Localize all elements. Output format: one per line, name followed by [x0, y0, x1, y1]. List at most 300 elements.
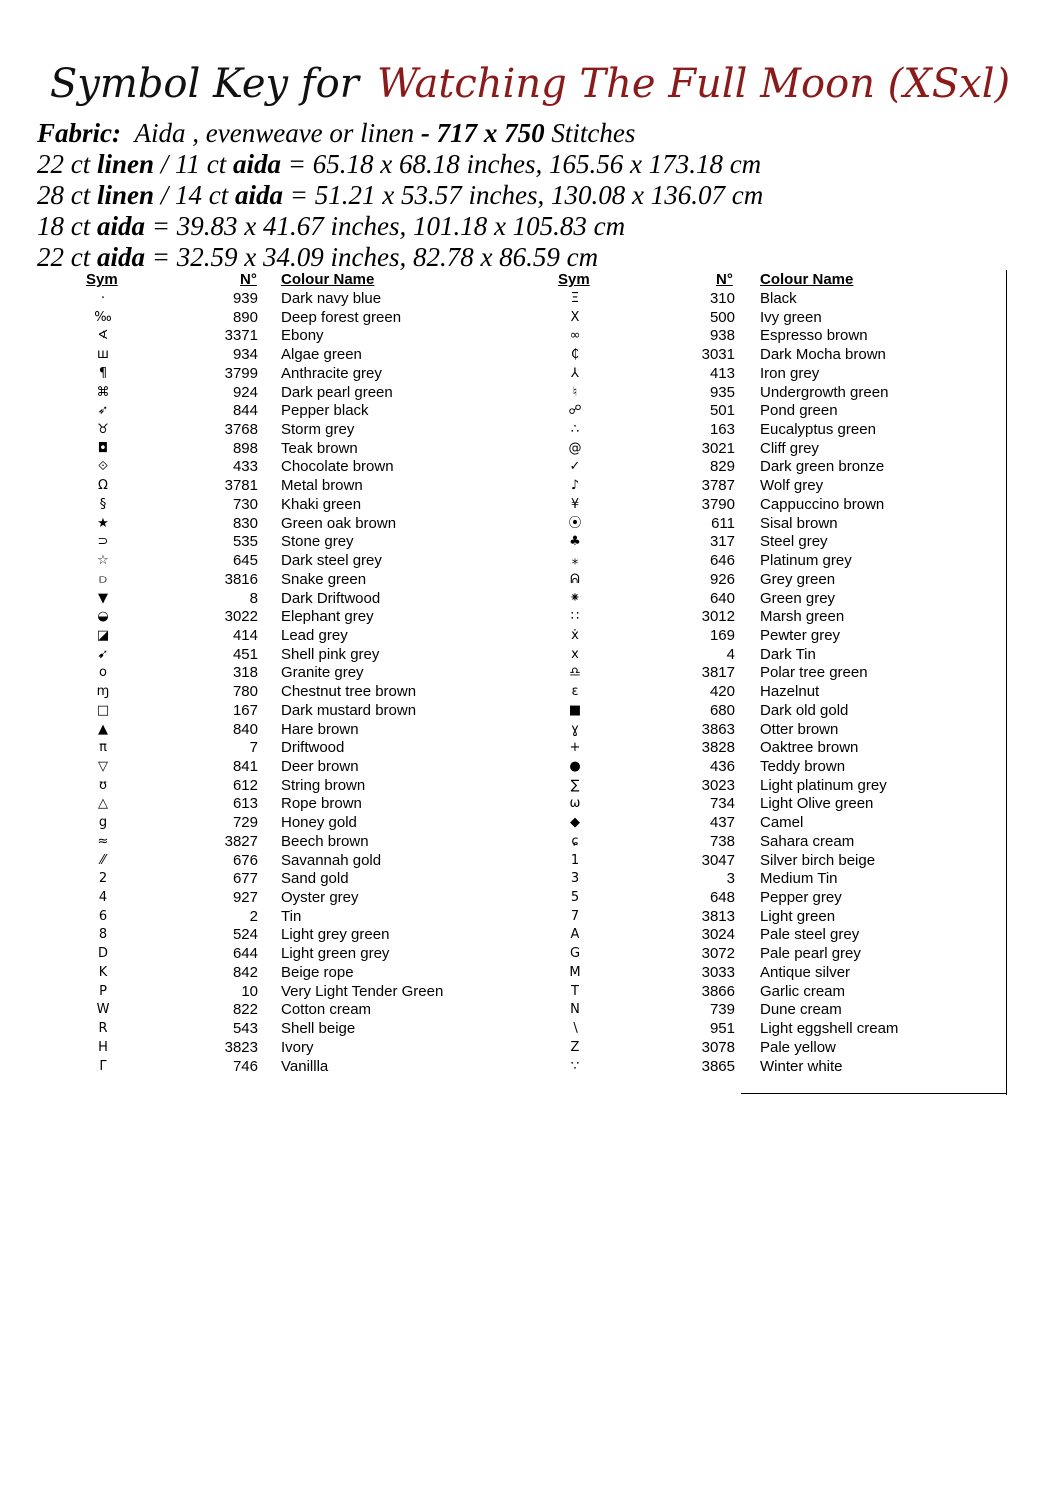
- symbol-cell: ⁄⁄: [100, 852, 106, 868]
- symbol-cell: ◘: [97, 440, 109, 456]
- colour-name-cell: Antique silver: [760, 963, 851, 981]
- colour-name-cell: Winter white: [760, 1057, 843, 1075]
- colour-name-cell: Dark navy blue: [281, 290, 382, 307]
- floss-number-cell: 7: [249, 739, 258, 757]
- floss-number-cell: 842: [232, 963, 258, 981]
- number-header-right: N°: [716, 271, 733, 288]
- symbol-cell: ш: [97, 347, 109, 363]
- floss-number-cell: 543: [232, 1020, 258, 1038]
- colour-name-cell: Dark old gold: [760, 701, 849, 719]
- table-row: [0, 327, 1060, 346]
- table-row: [0, 1058, 1060, 1077]
- fabric-dash: -: [414, 118, 437, 148]
- symbol-cell: ◒: [97, 609, 109, 625]
- symbol-cell: ¶: [98, 365, 108, 381]
- symbol-cell: ɛ: [571, 684, 579, 700]
- size-line-pre: 18 ct: [37, 211, 97, 241]
- symbol-cell: H: [98, 1039, 108, 1055]
- stitches-word: Stitches: [544, 118, 636, 148]
- floss-number-cell: 640: [709, 589, 735, 607]
- symbol-cell: ▽: [98, 759, 108, 774]
- sym-header-left: Sym: [86, 271, 118, 288]
- symbol-cell: ■: [568, 702, 582, 718]
- pattern-name: Watching The Full Moon (XSxl): [376, 61, 1011, 107]
- colour-name-cell: Hare brown: [281, 720, 359, 738]
- colour-name-cell: Medium Tin: [760, 870, 838, 888]
- table-row: [0, 852, 1060, 871]
- fabric-types: Aida , evenweave or linen: [134, 118, 415, 148]
- floss-number-cell: 738: [709, 832, 735, 850]
- size-line-post: = 65.18 x 68.18 inches, 165.56 x 173.18 cm: [281, 149, 762, 179]
- floss-number-cell: 926: [709, 570, 735, 588]
- floss-number-cell: 3817: [701, 664, 735, 682]
- floss-number-cell: 3024: [701, 926, 735, 944]
- colour-name-cell: Pepper grey: [760, 889, 842, 907]
- table-row: [0, 870, 1060, 889]
- floss-number-cell: 927: [232, 889, 258, 907]
- floss-number-cell: 3078: [701, 1038, 735, 1056]
- symbol-cell: ★: [97, 515, 109, 531]
- floss-number-cell: 3816: [224, 570, 258, 588]
- floss-number-cell: 648: [709, 889, 735, 907]
- symbol-cell: N: [570, 1002, 580, 1018]
- colour-name-cell: Hazelnut: [760, 683, 820, 701]
- table-row: [0, 683, 1060, 702]
- bottom-rule: [741, 1093, 1007, 1094]
- colour-name-cell: Iron grey: [760, 364, 820, 382]
- colour-name-cell: Pond green: [760, 402, 838, 420]
- symbol-cell: ∞: [569, 328, 581, 344]
- size-line-b1: aida: [97, 211, 146, 241]
- table-row: [0, 627, 1060, 646]
- symbol-cell: ➶: [97, 403, 109, 419]
- size-line-mid: / 11 ct: [154, 149, 234, 179]
- symbol-cell: ·: [100, 291, 106, 306]
- size-line-post: = 51.21 x 53.57 inches, 130.08 x 136.07 cm: [283, 180, 764, 210]
- colour-name-cell: Cliff grey: [760, 439, 819, 457]
- table-row: [0, 964, 1060, 983]
- floss-number-cell: 2: [249, 907, 258, 925]
- title-lead: Symbol Key for: [49, 61, 359, 107]
- stitch-count: 717 x 750: [436, 118, 545, 148]
- colour-name-cell: Granite grey: [281, 664, 364, 682]
- size-line: [37, 211, 625, 242]
- symbol-cell: Γ: [99, 1058, 107, 1074]
- colour-name-cell: Platinum grey: [760, 552, 852, 570]
- floss-number-cell: 8: [249, 589, 258, 607]
- symbol-cell: 2: [98, 871, 108, 887]
- size-line: [37, 149, 761, 180]
- table-row: [0, 533, 1060, 552]
- colour-header-left: Colour Name: [281, 271, 375, 288]
- size-line: [37, 180, 763, 211]
- colour-name-cell: Light eggshell cream: [760, 1020, 899, 1038]
- fabric-line: [37, 118, 635, 149]
- floss-number-cell: 611: [711, 514, 735, 532]
- colour-name-cell: Pale pearl grey: [760, 945, 861, 963]
- symbol-cell: 8: [98, 927, 108, 943]
- page-title: [0, 58, 1060, 110]
- symbol-cell: ɣ: [571, 721, 579, 737]
- floss-number-cell: 3047: [701, 851, 735, 869]
- colour-name-cell: String brown: [281, 776, 366, 794]
- symbol-cell: ◪: [96, 627, 110, 643]
- size-line-pre: 22 ct: [37, 149, 97, 179]
- table-row: [0, 440, 1060, 459]
- table-row: [0, 365, 1060, 384]
- table-row: [0, 552, 1060, 571]
- floss-number-cell: 822: [232, 1001, 258, 1019]
- symbol-cell: ∴: [570, 422, 580, 438]
- floss-number-cell: 3: [726, 870, 735, 888]
- symbol-cell: ∖: [570, 1021, 580, 1037]
- colour-name-cell: Black: [760, 290, 797, 307]
- floss-number-cell: 644: [232, 945, 258, 963]
- floss-number-cell: 739: [709, 1001, 735, 1019]
- floss-number-cell: 451: [232, 645, 258, 663]
- floss-number-cell: 436: [709, 758, 735, 775]
- symbol-cell: 4: [98, 890, 108, 906]
- table-row: [0, 814, 1060, 833]
- symbol-cell: K: [98, 964, 108, 980]
- floss-number-cell: 167: [232, 701, 258, 719]
- colour-name-cell: Vanillla: [281, 1057, 329, 1075]
- floss-number-cell: 3813: [701, 907, 735, 925]
- floss-number-cell: 3781: [224, 477, 258, 495]
- table-row: [0, 421, 1060, 440]
- colour-name-cell: Dune cream: [760, 1001, 842, 1019]
- colour-name-cell: Teddy brown: [760, 758, 846, 775]
- symbol-cell: W: [96, 1002, 110, 1018]
- colour-name-cell: Elephant grey: [281, 608, 374, 626]
- colour-name-cell: Undergrowth green: [760, 383, 889, 401]
- table-row: [0, 1001, 1060, 1020]
- floss-number-cell: 645: [232, 552, 258, 570]
- size-line-b1: aida: [97, 242, 146, 272]
- symbol-cell: ¥: [570, 496, 580, 512]
- floss-number-cell: 500: [709, 308, 735, 326]
- floss-number-cell: 3022: [224, 608, 258, 626]
- symbol-cell: ♎: [569, 665, 581, 681]
- colour-name-cell: Savannah gold: [281, 851, 382, 869]
- symbol-cell: △: [98, 796, 108, 812]
- colour-name-cell: Light Olive green: [760, 795, 874, 813]
- colour-name-cell: Dark Driftwood: [281, 589, 381, 607]
- symbol-cell: ∑: [570, 777, 580, 793]
- symbol-cell: ▲: [98, 721, 108, 737]
- symbol-cell: ♣: [569, 534, 581, 550]
- floss-number-cell: 10: [241, 982, 258, 1000]
- floss-number-cell: 3799: [224, 364, 258, 382]
- symbol-cell: ⁎: [571, 553, 579, 569]
- floss-number-cell: 676: [232, 851, 258, 869]
- symbol-cell: ☆: [97, 553, 109, 569]
- floss-number-cell: 3787: [701, 477, 735, 495]
- symbol-cell: g: [98, 815, 108, 831]
- floss-number-cell: 420: [709, 683, 735, 701]
- floss-number-cell: 3865: [701, 1057, 735, 1075]
- floss-number-cell: 934: [232, 346, 258, 364]
- floss-number-cell: 938: [709, 327, 735, 345]
- symbol-cell: Z: [570, 1039, 580, 1055]
- floss-number-cell: 830: [232, 514, 258, 532]
- table-row: [0, 309, 1060, 328]
- symbol-cell: ♉: [97, 422, 109, 438]
- floss-number-cell: 680: [709, 701, 735, 719]
- symbol-cell: ɕ: [571, 833, 579, 849]
- colour-name-cell: Rope brown: [281, 795, 362, 813]
- floss-number-cell: 3021: [701, 439, 735, 457]
- floss-number-cell: 524: [232, 926, 258, 944]
- floss-number-cell: 935: [709, 383, 735, 401]
- colour-name-cell: Dark green bronze: [760, 458, 885, 476]
- floss-number-cell: 924: [232, 383, 258, 401]
- symbol-cell: ➹: [97, 646, 109, 662]
- colour-name-cell: Wolf grey: [760, 477, 824, 495]
- floss-number-cell: 3023: [701, 776, 735, 794]
- symbol-cell: ♮: [572, 384, 578, 400]
- symbol-cell: ●: [569, 759, 581, 774]
- symbol-cell: 7: [570, 908, 580, 924]
- symbol-cell: π: [99, 740, 107, 756]
- symbol-cell: 5: [570, 890, 580, 906]
- symbol-cell: ✓: [569, 459, 581, 475]
- symbol-cell: ₵: [570, 347, 580, 363]
- symbol-cell: 6: [98, 908, 108, 924]
- symbol-cell: ☍: [568, 403, 582, 419]
- colour-name-cell: Sisal brown: [760, 514, 838, 532]
- colour-name-cell: Dark mustard brown: [281, 701, 417, 719]
- colour-name-cell: Oaktree brown: [760, 739, 859, 757]
- symbol-cell: ‰: [94, 309, 112, 325]
- colour-name-cell: Oyster grey: [281, 889, 359, 907]
- table-row: [0, 758, 1060, 777]
- colour-name-cell: Ivory: [281, 1038, 314, 1056]
- symbol-cell: P: [99, 983, 107, 999]
- floss-number-cell: 730: [232, 495, 258, 513]
- symbol-cell: §: [99, 496, 107, 512]
- table-row: [0, 384, 1060, 403]
- floss-number-cell: 317: [709, 533, 735, 551]
- symbol-cell: ▼: [98, 590, 108, 606]
- colour-name-cell: Pewter grey: [760, 626, 841, 644]
- floss-number-cell: 890: [232, 308, 258, 326]
- colour-name-cell: Garlic cream: [760, 982, 846, 1000]
- symbol-cell: x: [571, 646, 579, 662]
- colour-name-cell: Green grey: [760, 589, 836, 607]
- floss-number-cell: 746: [232, 1057, 258, 1075]
- colour-name-cell: Marsh green: [760, 608, 845, 626]
- floss-number-cell: 3790: [701, 495, 735, 513]
- sym-header-right: Sym: [558, 271, 590, 288]
- floss-number-cell: 3828: [701, 739, 735, 757]
- size-line-b1: linen: [97, 149, 155, 179]
- floss-number-cell: 612: [232, 776, 258, 794]
- colour-name-cell: Deep forest green: [281, 308, 402, 326]
- table-row: [0, 646, 1060, 665]
- table-row: [0, 739, 1060, 758]
- floss-number-cell: 535: [232, 533, 258, 551]
- symbol-cell: D: [97, 946, 108, 962]
- size-line: [37, 242, 598, 273]
- floss-number-cell: 318: [232, 664, 258, 682]
- floss-number-cell: 951: [709, 1020, 735, 1038]
- colour-name-cell: Cotton cream: [281, 1001, 372, 1019]
- symbol-cell: Ω: [98, 478, 108, 494]
- size-line-pre: 22 ct: [37, 242, 97, 272]
- colour-name-cell: Sand gold: [281, 870, 349, 888]
- colour-name-cell: Khaki green: [281, 495, 362, 513]
- floss-number-cell: 734: [709, 795, 735, 813]
- table-row: [0, 402, 1060, 421]
- colour-name-cell: Snake green: [281, 570, 367, 588]
- symbol-cell: ♪: [570, 478, 580, 494]
- colour-name-cell: Camel: [760, 814, 804, 832]
- table-row: [0, 664, 1060, 683]
- symbol-cell: ⁕: [569, 590, 581, 606]
- symbol-cell: R: [98, 1021, 108, 1037]
- floss-number-cell: 3866: [701, 982, 735, 1000]
- floss-number-cell: 3031: [701, 346, 735, 364]
- symbol-cell: ⟐: [97, 459, 109, 475]
- colour-name-cell: Tin: [281, 907, 302, 925]
- colour-name-cell: Anthracite grey: [281, 364, 382, 382]
- size-line-pre: 28 ct: [37, 180, 97, 210]
- table-row: [0, 290, 1060, 309]
- colour-name-cell: Sahara cream: [760, 832, 855, 850]
- table-row: [0, 795, 1060, 814]
- colour-name-cell: Algae green: [281, 346, 362, 364]
- symbol-cell: ɱ: [96, 684, 110, 700]
- floss-number-cell: 3012: [701, 608, 735, 626]
- colour-name-cell: Light platinum grey: [760, 776, 887, 794]
- symbol-cell: Ⅹ: [570, 309, 580, 325]
- colour-name-cell: Metal brown: [281, 477, 363, 495]
- symbol-cell: A: [570, 927, 580, 943]
- colour-name-cell: Honey gold: [281, 814, 357, 832]
- symbol-cell: 1: [570, 852, 580, 868]
- colour-name-cell: Dark steel grey: [281, 552, 382, 570]
- symbol-cell: ⊃: [97, 534, 109, 550]
- colour-name-cell: Dark Mocha brown: [760, 346, 886, 364]
- number-header-left: N°: [240, 271, 257, 288]
- colour-name-cell: Ebony: [281, 327, 324, 345]
- floss-number-cell: 437: [709, 814, 735, 832]
- floss-number-cell: 3072: [701, 945, 735, 963]
- size-line-post: = 39.83 x 41.67 inches, 101.18 x 105.83 cm: [145, 211, 626, 241]
- floss-number-cell: 163: [709, 421, 735, 439]
- size-line-b2: aida: [235, 180, 284, 210]
- table-row: [0, 590, 1060, 609]
- colour-name-cell: Lead grey: [281, 626, 348, 644]
- floss-number-cell: 729: [232, 814, 258, 832]
- colour-name-cell: Teak brown: [281, 439, 358, 457]
- floss-number-cell: 414: [232, 626, 258, 644]
- colour-name-cell: Very Light Tender Green: [281, 982, 444, 1000]
- colour-name-cell: Pepper black: [281, 402, 369, 420]
- colour-name-cell: Ivy green: [760, 308, 822, 326]
- table-row: [0, 477, 1060, 496]
- colour-name-cell: Deer brown: [281, 758, 359, 775]
- table-row: [0, 1020, 1060, 1039]
- symbol-cell: ⦿: [568, 515, 582, 531]
- colour-name-cell: Dark pearl green: [281, 383, 393, 401]
- floss-number-cell: 3863: [701, 720, 735, 738]
- floss-number-cell: 310: [709, 290, 735, 307]
- floss-number-cell: 939: [232, 290, 258, 307]
- floss-number-cell: 840: [232, 720, 258, 738]
- symbol-cell: ∢: [97, 328, 109, 344]
- colour-name-cell: Cappuccino brown: [760, 495, 885, 513]
- floss-number-cell: 898: [232, 439, 258, 457]
- table-row: [0, 571, 1060, 590]
- colour-name-cell: Steel grey: [760, 533, 828, 551]
- colour-name-cell: Chestnut tree brown: [281, 683, 417, 701]
- symbol-cell: G: [569, 946, 581, 962]
- size-line-b2: aida: [233, 149, 282, 179]
- colour-name-cell: Beige rope: [281, 963, 354, 981]
- floss-number-cell: 677: [232, 870, 258, 888]
- colour-name-cell: Shell pink grey: [281, 645, 380, 663]
- symbol-cell: ∷: [570, 609, 580, 625]
- table-row: [0, 945, 1060, 964]
- table-row: [0, 702, 1060, 721]
- symbol-cell: 3: [570, 871, 580, 887]
- table-row: [0, 908, 1060, 927]
- symbol-cell: ⅄: [571, 365, 579, 381]
- symbol-cell: @: [568, 440, 582, 456]
- colour-name-cell: Storm grey: [281, 421, 355, 439]
- table-row: [0, 346, 1060, 365]
- floss-number-cell: 4: [726, 645, 735, 663]
- colour-name-cell: Otter brown: [760, 720, 839, 738]
- size-line-post: = 32.59 x 34.09 inches, 82.78 x 86.59 cm: [145, 242, 599, 272]
- colour-name-cell: Light grey green: [281, 926, 390, 944]
- floss-number-cell: 829: [709, 458, 735, 476]
- floss-number-cell: 433: [232, 458, 258, 476]
- floss-number-cell: 841: [232, 758, 258, 775]
- symbol-cell: ≈: [97, 833, 109, 849]
- floss-number-cell: 501: [709, 402, 735, 420]
- table-row: [0, 983, 1060, 1002]
- symbol-cell: ⫐: [99, 571, 107, 587]
- colour-name-cell: Driftwood: [281, 739, 345, 757]
- symbol-cell: ◆: [570, 815, 580, 831]
- floss-number-cell: 613: [232, 795, 258, 813]
- table-row: [0, 926, 1060, 945]
- floss-number-cell: 844: [232, 402, 258, 420]
- fabric-label: Fabric:: [37, 118, 121, 148]
- symbol-cell: ∵: [570, 1058, 580, 1074]
- colour-name-cell: Silver birch beige: [760, 851, 876, 869]
- table-row: [0, 515, 1060, 534]
- table-row: [0, 1039, 1060, 1058]
- symbol-cell: ⌘: [96, 384, 110, 400]
- colour-name-cell: Light green grey: [281, 945, 390, 963]
- symbol-cell: Ξ: [570, 291, 580, 306]
- floss-number-cell: 3823: [224, 1038, 258, 1056]
- colour-name-cell: Stone grey: [281, 533, 354, 551]
- colour-name-cell: Beech brown: [281, 832, 369, 850]
- symbol-cell: □: [96, 702, 110, 718]
- colour-name-cell: Pale yellow: [760, 1038, 836, 1056]
- floss-number-cell: 413: [709, 364, 735, 382]
- colour-name-cell: Pale steel grey: [760, 926, 860, 944]
- colour-name-cell: Shell beige: [281, 1020, 356, 1038]
- table-row: [0, 777, 1060, 796]
- symbol-cell: M: [569, 964, 581, 980]
- table-row: [0, 833, 1060, 852]
